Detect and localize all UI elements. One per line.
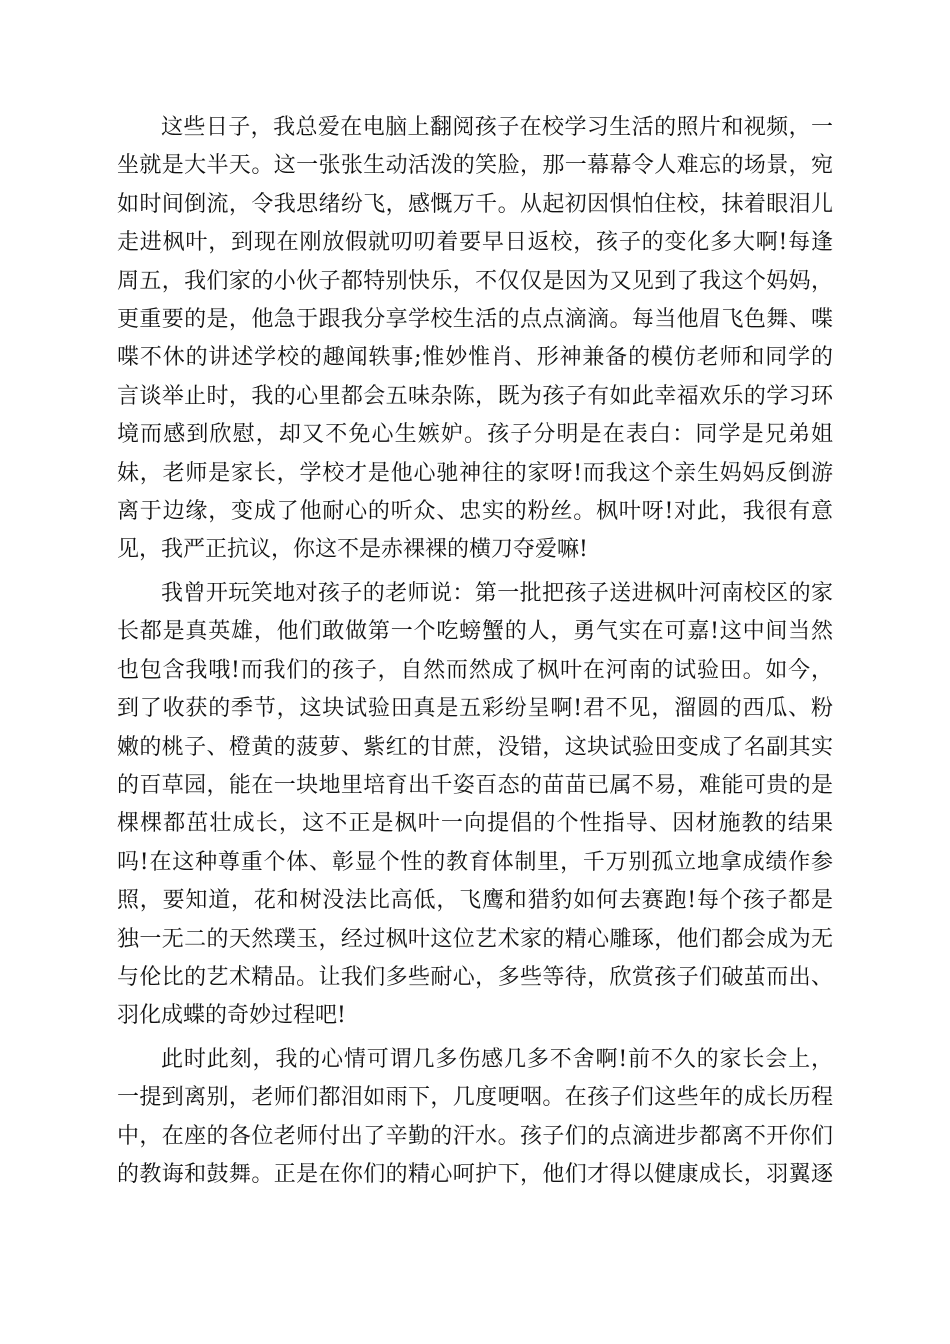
text-line: 到了收获的季节，这块试验田真是五彩纷呈啊!君不见，溜圆的西瓜、粉	[117, 696, 833, 722]
paragraph-1	[117, 109, 833, 570]
text-line: 中，在座的各位老师付出了辛勤的汗水。孩子们的点滴进步都离不开你们	[117, 1123, 833, 1149]
text-line: 走进枫叶，到现在刚放假就叨叨着要早日返校，孩子的变化多大啊!每逢	[117, 230, 833, 256]
text-line: 此时此刻，我的心情可谓几多伤感几多不舍啊!前不久的家长会上，	[161, 1047, 833, 1072]
text-line: 也包含我哦!而我们的孩子，自然而然成了枫叶在河南的试验田。如今，	[117, 657, 833, 683]
text-line: 周五，我们家的小伙子都特别快乐，不仅仅是因为又见到了我这个妈妈，	[117, 268, 833, 294]
paragraph-3	[117, 1041, 833, 1195]
paragraph-2	[117, 575, 833, 1036]
text-line: 嫩的桃子、橙黄的菠萝、紫红的甘蔗，没错，这块试验田变成了名副其实	[117, 734, 833, 760]
text-line: 棵棵都茁壮成长，这不正是枫叶一向提倡的个性指导、因材施教的结果	[117, 811, 833, 837]
text-line: 离于边缘，变成了他耐心的听众、忠实的粉丝。枫叶呀!对此，我很有意	[117, 499, 833, 525]
text-line: 独一无二的天然璞玉，经过枫叶这位艺术家的精心雕琢，他们都会成为无	[117, 926, 833, 952]
text-line: 一提到离别，老师们都泪如雨下，几度哽咽。在孩子们这些年的成长历程	[117, 1085, 833, 1111]
text-line: 言谈举止时，我的心里都会五味杂陈，既为孩子有如此幸福欢乐的学习环	[117, 383, 833, 409]
text-line: 长都是真英雄，他们敢做第一个吃螃蟹的人，勇气实在可嘉!这中间当然	[117, 619, 833, 645]
text-line: 喋不休的讲述学校的趣闻轶事;惟妙惟肖、形神兼备的模仿老师和同学的	[117, 345, 833, 371]
text-line: 这些日子，我总爱在电脑上翻阅孩子在校学习生活的照片和视频，一	[161, 115, 833, 140]
text-line: 吗!在这种尊重个体、彰显个性的教育体制里，千万别孤立地拿成绩作参	[117, 849, 833, 875]
text-line: 的教诲和鼓舞。正是在你们的精心呵护下，他们才得以健康成长，羽翼逐	[117, 1162, 833, 1188]
text-line: 与伦比的艺术精品。让我们多些耐心，多些等待，欣赏孩子们破茧而出、	[117, 965, 833, 991]
text-line: 照，要知道，花和树没法比高低，飞鹰和猎豹如何去赛跑!每个孩子都是	[117, 888, 833, 914]
text-line: 的百草园，能在一块地里培育出千姿百态的苗苗已属不易，难能可贵的是	[117, 773, 833, 799]
text-line: 见，我严正抗议，你这不是赤裸裸的横刀夺爱嘛!	[117, 537, 588, 563]
text-line: 坐就是大半天。这一张张生动活泼的笑脸，那一幕幕令人难忘的场景，宛	[117, 153, 833, 179]
text-line: 羽化成蝶的奇妙过程吧!	[117, 1003, 346, 1029]
text-line: 更重要的是，他急于跟我分享学校生活的点点滴滴。每当他眉飞色舞、喋	[117, 307, 833, 333]
text-line: 如时间倒流，令我思绪纷飞，感慨万千。从起初因惧怕住校，抹着眼泪儿	[117, 191, 833, 217]
text-line: 妹，老师是家长，学校才是他心驰神往的家呀!而我这个亲生妈妈反倒游	[117, 460, 833, 486]
text-line: 我曾开玩笑地对孩子的老师说：第一批把孩子送进枫叶河南校区的家	[161, 581, 833, 606]
text-line: 境而感到欣慰，却又不免心生嫉妒。孩子分明是在表白：同学是兄弟姐	[117, 422, 833, 448]
